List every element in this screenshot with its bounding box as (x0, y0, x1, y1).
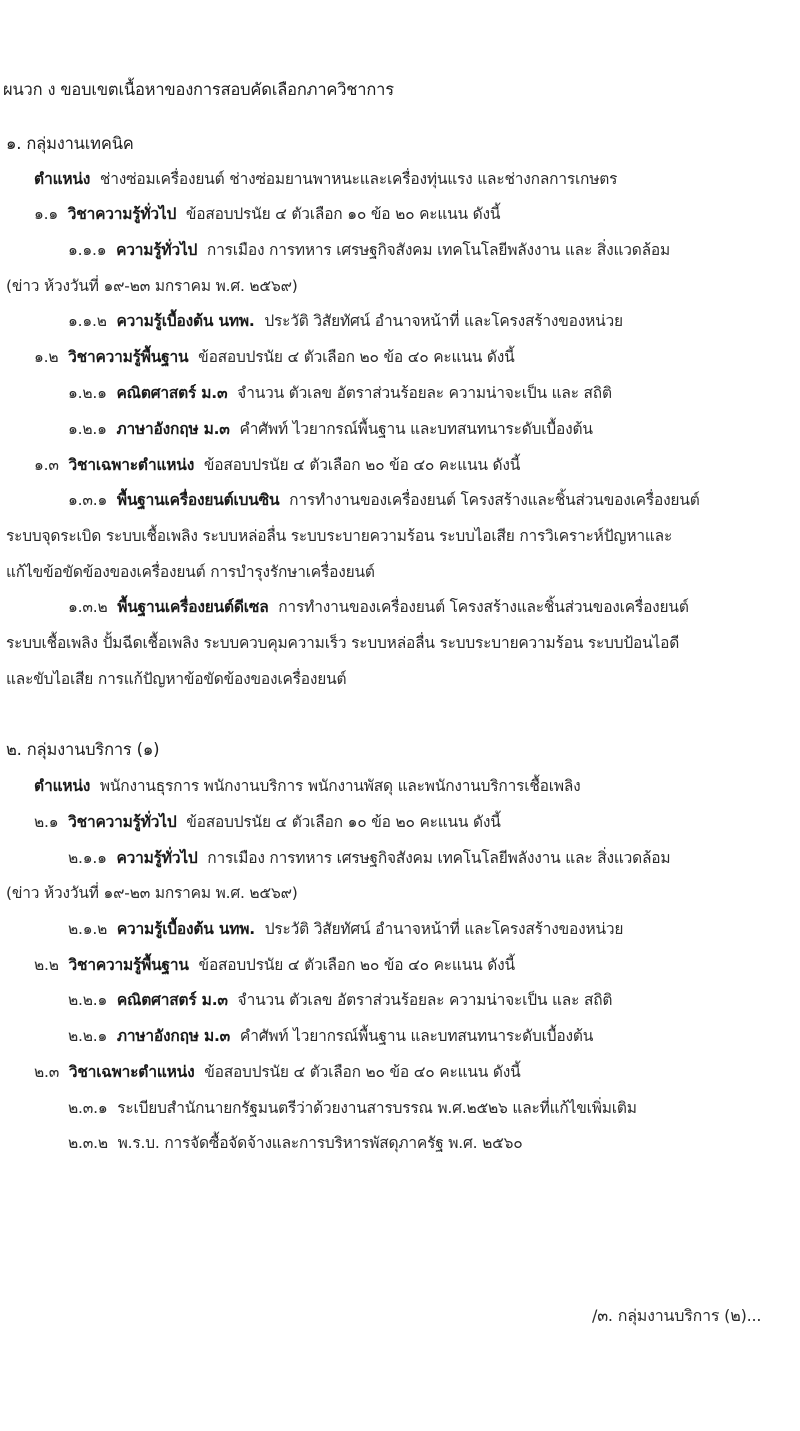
topic-text: การเมือง การทหาร เศรษฐกิจสังคม เทคโนโลยีพลังงาน และ สิ่งแวดล้อม (206, 241, 671, 259)
subject-heading (34, 812, 501, 832)
position-line (34, 169, 617, 189)
subject-name: วิชาความรู้พื้นฐาน (68, 348, 189, 366)
topic-text: ระเบียบสำนักนายกรัฐมนตรีว่าด้วยงานสารบรรณ พ.ศ.๒๕๒๖ และที่แก้ไขเพิ่มเติม (117, 1099, 637, 1117)
subject-number: ๑.๓ (34, 456, 59, 474)
topic-item (68, 240, 670, 260)
topic-name: ภาษาอังกฤษ ม.๓ (116, 420, 230, 438)
topic-text: คำศัพท์ ไวยากรณ์พื้นฐาน และบทสนทนาระดับเบื้องต้น (239, 1027, 594, 1045)
topic-name: ภาษาอังกฤษ ม.๓ (116, 1027, 231, 1045)
topic-name: ความรู้ทั่วไป (116, 241, 198, 259)
topic-text-continued: (ข่าว ห้วงวันที่ ๑๙-๒๓ มกราคม พ.ศ. ๒๕๖๙) (6, 884, 298, 902)
topic-number: ๑.๑.๒ (68, 312, 107, 330)
subject-name: วิชาความรู้ทั่วไป (67, 205, 177, 223)
topic-text: การทำงานของเครื่องยนต์ โครงสร้างและชิ้นส่วนของเครื่องยนต์ (278, 598, 689, 616)
topic-text-continued: และขับไอเสีย การแก้ปัญหาข้อขัดข้องของเครื่องยนต์ (6, 670, 347, 688)
subject-heading (34, 955, 515, 975)
topic-number: ๒.๑.๑ (68, 849, 107, 867)
subject-number: ๒.๒ (34, 956, 59, 974)
subject-name: วิชาเฉพาะตำแหน่ง (68, 456, 195, 474)
subject-desc: ข้อสอบปรนัย ๔ ตัวเลือก ๒๐ ข้อ ๔๐ คะแนน ดังนี้ (198, 956, 515, 974)
topic-number: ๑.๓.๑ (68, 491, 108, 509)
topic-item (68, 383, 612, 403)
topic-name: พื้นฐานเครื่องยนต์ดีเซล (117, 598, 269, 616)
topic-text-continued: (ข่าว ห้วงวันที่ ๑๙-๒๓ มกราคม พ.ศ. ๒๕๖๙) (6, 277, 298, 295)
topic-number: ๒.๓.๑ (68, 1099, 108, 1117)
subject-heading (34, 1062, 521, 1082)
subject-desc: ข้อสอบปรนัย ๔ ตัวเลือก ๑๐ ข้อ ๒๐ คะแนน ดังนี้ (186, 813, 501, 831)
topic-number: ๒.๓.๒ (68, 1134, 108, 1152)
topic-text-continued: แก้ไขข้อขัดข้องของเครื่องยนต์ การบำรุงรักษาเครื่องยนต์ (6, 563, 375, 581)
topic-name: ความรู้เบื้องต้น นทพ. (116, 920, 255, 938)
topic-text: จำนวน ตัวเลข อัตราส่วนร้อยละ ความน่าจะเป็น และ สถิติ (237, 991, 613, 1009)
position-label: ตำแหน่ง (34, 170, 91, 188)
subject-heading (34, 347, 515, 367)
subject-desc: ข้อสอบปรนัย ๔ ตัวเลือก ๒๐ ข้อ ๔๐ คะแนน ดังนี้ (198, 348, 515, 366)
topic-text: จำนวน ตัวเลข อัตราส่วนร้อยละ ความน่าจะเป็น และ สถิติ (237, 384, 612, 402)
group-title-technical: ๑. กลุ่มงานเทคนิค (6, 134, 134, 153)
subject-number: ๒.๑ (34, 813, 59, 831)
group-title-service: ๒. กลุ่มงานบริการ (๑) (6, 740, 160, 759)
topic-text: ประวัติ วิสัยทัศน์ อำนาจหน้าที่ และโครงสร้างของหน่วย (264, 312, 623, 330)
subject-name: วิชาเฉพาะตำแหน่ง (68, 1063, 195, 1081)
topic-item (68, 1026, 593, 1046)
topic-number: ๑.๒.๑ (68, 384, 107, 402)
topic-name: พื้นฐานเครื่องยนต์เบนซิน (116, 491, 280, 509)
topic-name: คณิตศาสตร์ ม.๓ (116, 384, 228, 402)
subject-number: ๑.๒ (34, 348, 59, 366)
subject-name: วิชาความรู้ทั่วไป (68, 813, 177, 831)
topic-item (68, 597, 689, 617)
position-text: พนักงานธุรการ พนักงานบริการ พนักงานพัสดุ และพนักงานบริการเชื้อเพลิง (99, 777, 581, 795)
topic-item (68, 1133, 523, 1153)
topic-item (68, 1098, 637, 1118)
subject-heading (34, 455, 520, 475)
topic-item (68, 919, 623, 939)
topic-number: ๑.๒.๑ (68, 420, 107, 438)
topic-number: ๑.๓.๒ (68, 598, 108, 616)
topic-number: ๒.๑.๒ (68, 920, 108, 938)
subject-number: ๑.๑ (34, 205, 59, 223)
topic-text: คำศัพท์ ไวยากรณ์พื้นฐาน และบทสนทนาระดับเบื้องต้น (239, 420, 593, 438)
subject-desc: ข้อสอบปรนัย ๔ ตัวเลือก ๒๐ ข้อ ๔๐ คะแนน ดังนี้ (203, 456, 521, 474)
subject-name: วิชาความรู้พื้นฐาน (68, 956, 189, 974)
topic-item (68, 311, 623, 331)
topic-text-continued: ระบบเชื้อเพลิง ปั้มฉีดเชื้อเพลิง ระบบควบคุมความเร็ว ระบบหล่อลื่น ระบบระบายความร้อน ระบบป้อนไอดี (6, 634, 680, 652)
subject-desc: ข้อสอบปรนัย ๔ ตัวเลือก ๑๐ ข้อ ๒๐ คะแนน ดังนี้ (185, 205, 501, 223)
topic-name: ความรู้ทั่วไป (116, 849, 198, 867)
subject-heading (34, 204, 500, 224)
topic-item (68, 990, 612, 1010)
topic-text: ประวัติ วิสัยทัศน์ อำนาจหน้าที่ และโครงสร้างของหน่วย (264, 920, 624, 938)
topic-item (68, 848, 670, 868)
topic-text: พ.ร.บ. การจัดซื้อจัดจ้างและการบริหารพัสดุภาครัฐ พ.ศ. ๒๕๖๐ (117, 1134, 523, 1152)
topic-number: ๒.๒.๑ (68, 991, 108, 1009)
topic-item (68, 419, 593, 439)
subject-desc: ข้อสอบปรนัย ๔ ตัวเลือก ๒๐ ข้อ ๔๐ คะแนน ดังนี้ (204, 1063, 521, 1081)
position-line (34, 776, 581, 796)
topic-number: ๒.๒.๑ (68, 1027, 108, 1045)
topic-text-continued: ระบบจุดระเบิด ระบบเชื้อเพลิง ระบบหล่อลื่น ระบบระบายความร้อน ระบบไอเสีย การวิเคราะห์ปัญหาและ (6, 527, 673, 545)
continuation-reference: /๓. กลุ่มงานบริการ (๒)... (592, 1306, 762, 1325)
position-text: ช่างซ่อมเครื่องยนต์ ช่างซ่อมยานพาหนะและเครื่องทุ่นแรง และช่างกลการเกษตร (99, 170, 618, 188)
topic-number: ๑.๑.๑ (68, 241, 107, 259)
position-label: ตำแหน่ง (34, 777, 91, 795)
subject-number: ๒.๓ (34, 1063, 60, 1081)
topic-item (68, 490, 700, 510)
topic-name: คณิตศาสตร์ ม.๓ (116, 991, 228, 1009)
topic-name: ความรู้เบื้องต้น นทพ. (116, 312, 255, 330)
topic-text: การเมือง การทหาร เศรษฐกิจสังคม เทคโนโลยีพลังงาน และ สิ่งแวดล้อม (207, 849, 671, 867)
topic-text: การทำงานของเครื่องยนต์ โครงสร้างและชิ้นส่วนของเครื่องยนต์ (289, 491, 700, 509)
document-title: ผนวก ง ขอบเขตเนื้อหาของการสอบคัดเลือกภาควิชาการ (3, 80, 394, 99)
